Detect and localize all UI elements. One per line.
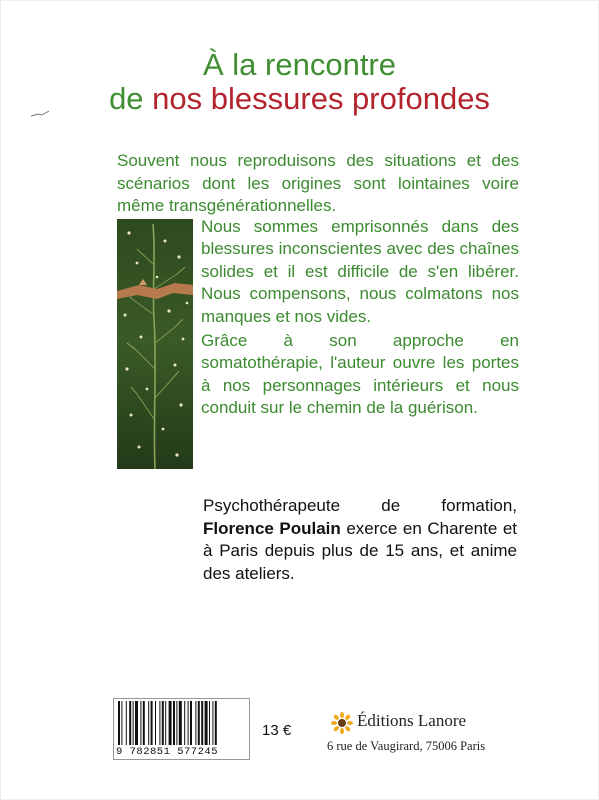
cover-title xyxy=(0,48,599,116)
publisher-address: 6 rue de Vaugirard, 75006 Paris xyxy=(327,739,486,753)
body-text xyxy=(201,216,519,420)
title-line-2-highlight: nos blessures profondes xyxy=(152,81,490,116)
sunflower-logo-icon xyxy=(331,712,353,734)
bio-before: Psychothérapeute de formation, xyxy=(203,496,517,515)
publisher-name: Éditions Lanore xyxy=(357,711,467,730)
barcode-bars-icon xyxy=(115,701,248,747)
bio-after: exerce en Charente et à Paris depuis plus de 15 ans, et anime des ateliers. xyxy=(203,518,517,583)
title-line-1: À la rencontre xyxy=(203,47,396,82)
price: 13 € xyxy=(262,722,292,739)
body-paragraph-2: Grâce à son approche en somatothérapie, l'auteur ouvre les portes à nos personnages intérieurs et nous conduit sur le chemin de la guérison. xyxy=(201,331,519,418)
title-line-2 xyxy=(0,82,599,116)
body-paragraph-1: Nous sommes emprisonnés dans des blessures inconscientes avec des chaînes solides et il est difficile de s'en libérer. Nous compensons, nous colmatons nos manques et nos vides. xyxy=(201,217,519,326)
barcode-number: 9 782851 577245 xyxy=(116,746,219,758)
botanical-fresco-image xyxy=(117,219,193,469)
author-bio xyxy=(203,495,517,585)
title-line-2-prefix: de xyxy=(109,81,153,116)
intro-paragraph: Souvent nous reproduisons des situations et des scénarios dont les origines sont lointaines voire même transgénérationnelles. xyxy=(117,151,519,215)
author-name: Florence Poulain xyxy=(203,518,341,538)
